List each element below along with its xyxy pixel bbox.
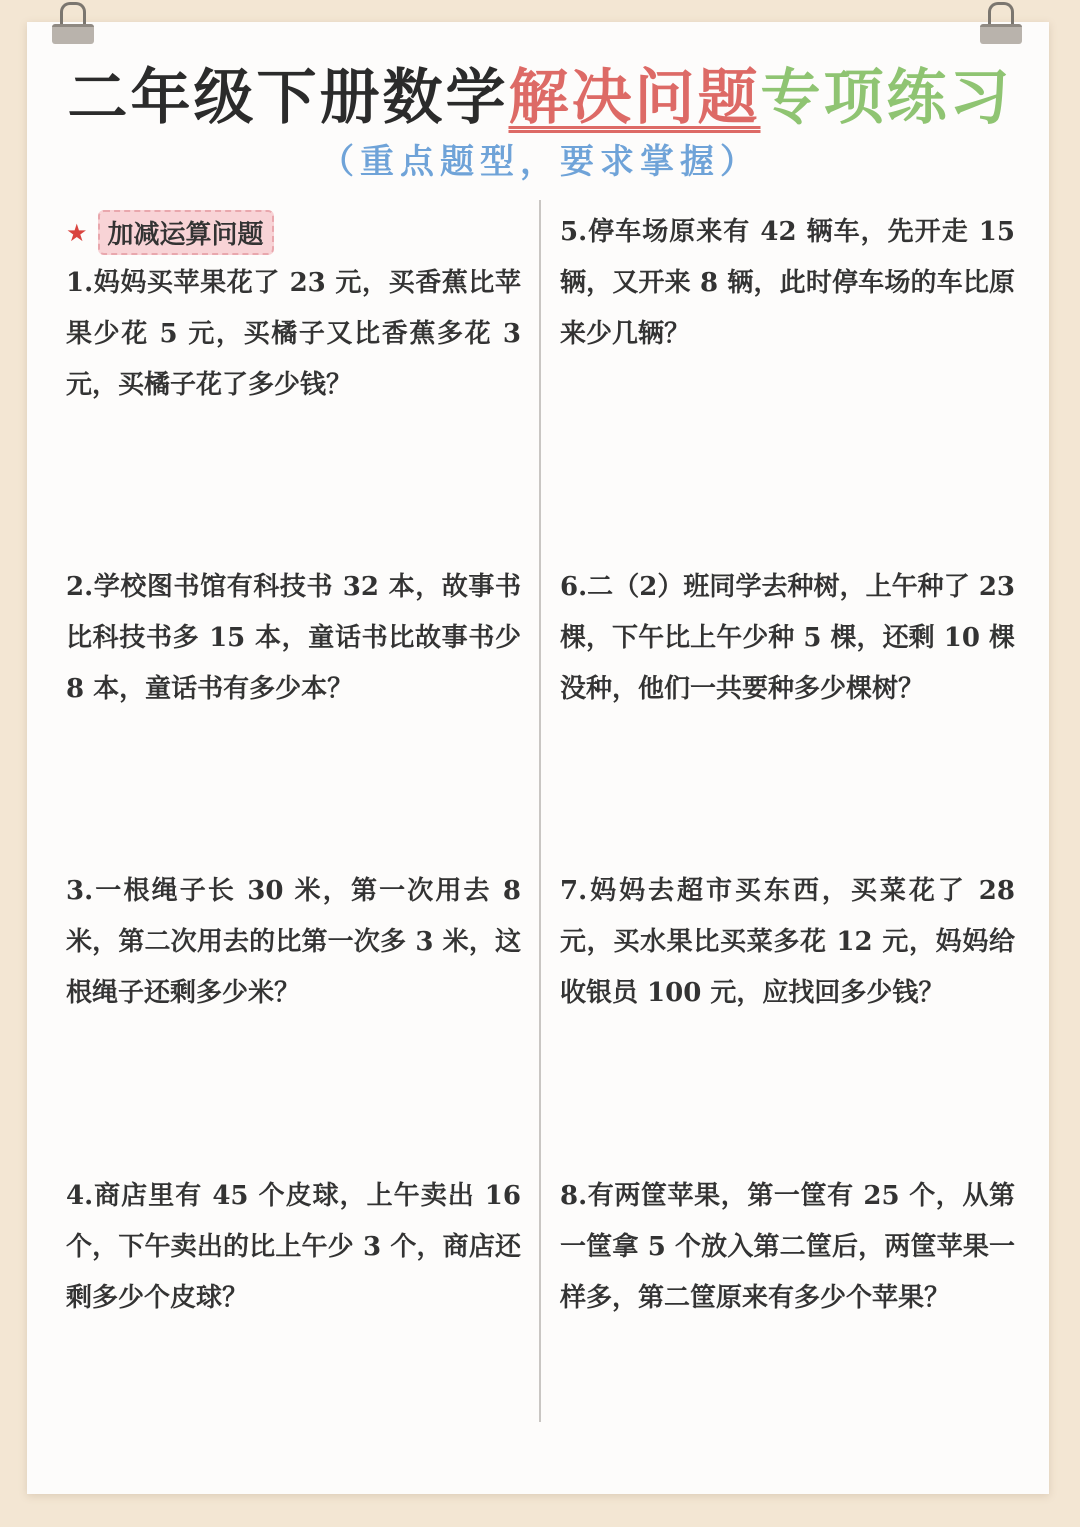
page-subtitle: （重点题型，要求掌握）: [320, 142, 760, 182]
section-header: [66, 210, 274, 255]
problem-5: 5.停车场原来有 42 辆车，先开走 15 辆，又开来 8 辆，此时停车场的车比原来少几辆？: [560, 217, 1015, 349]
problem-6: 6.二（2）班同学去种树，上午种了 23 棵，下午比上午少种 5 棵，还剩 10 棵没种，他们一共要种多少棵树？: [560, 572, 1015, 704]
problem-4: 4.商店里有 45 个皮球，上午卖出 16 个，下午卖出的比上午少 3 个，商店还剩多少个皮球？: [66, 1181, 521, 1313]
binder-clip-icon: [980, 2, 1022, 44]
title-part-grade: 二年级下册数学: [67, 63, 509, 133]
problem-3: 3.一根绳子长 30 米，第一次用去 8 米，第二次用去的比第一次多 3 米，这根绳子还剩多少米？: [66, 876, 521, 1008]
star-icon: ★: [66, 218, 88, 247]
problem-1: 1.妈妈买苹果花了 23 元，买香蕉比苹果少花 5 元，买橘子又比香蕉多花 3 元，买橘子花了多少钱？: [66, 268, 521, 400]
problem-2: 2.学校图书馆有科技书 32 本，故事书比科技书多 15 本，童话书比故事书少 8 本，童话书有多少本？: [66, 572, 521, 704]
title-part-topic: 解决问题: [508, 63, 761, 133]
binder-clip-icon: [52, 2, 94, 44]
column-divider: [539, 200, 541, 1422]
section-tag: 加减运算问题: [98, 210, 274, 255]
problem-7: 7.妈妈去超市买东西，买菜花了 28 元，买水果比买菜多花 12 元，妈妈给收银员 100 元，应找回多少钱？: [560, 876, 1015, 1008]
title-part-practice: 专项练习: [760, 63, 1013, 133]
problem-8: 8.有两筐苹果，第一筐有 25 个，从第一筐拿 5 个放入第二筐后，两筐苹果一样多，第二筐原来有多少个苹果？: [560, 1181, 1015, 1313]
page-title: [0, 50, 1080, 136]
